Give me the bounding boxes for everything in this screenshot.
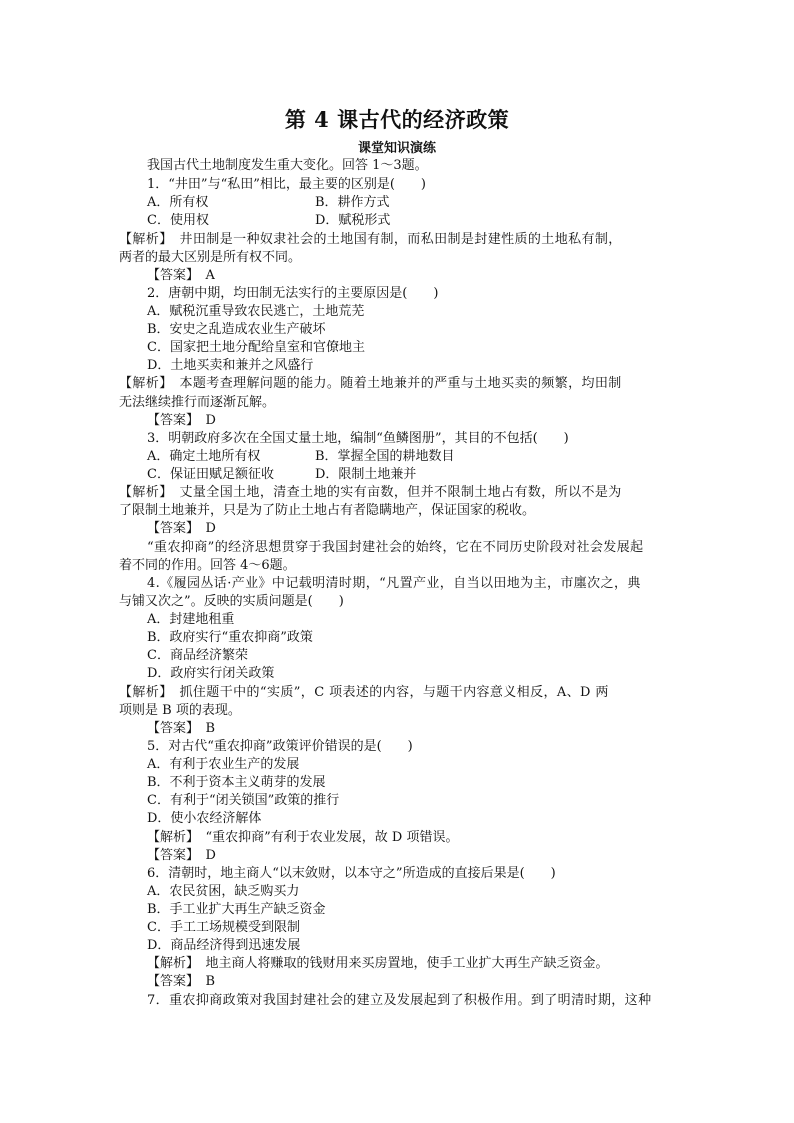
question-6: 6．清朝时，地主商人“以末敛财，以本守之”所造成的直接后果是( ) bbox=[147, 866, 556, 881]
option-a: A．农民贫困，缺乏购买力 bbox=[147, 884, 300, 899]
analysis-text: 【解析】 井田制是一种奴隶社会的土地国有制，而私田制是封建性质的土地私有制， bbox=[119, 232, 622, 247]
question-4: 与铺又次之”。反映的实质问题是( ) bbox=[119, 594, 344, 609]
option-c: C．手工工场规模受到限制 bbox=[147, 920, 300, 935]
option-a: A．所有权 bbox=[147, 195, 209, 210]
answer-text: 【答案】 D bbox=[147, 848, 216, 863]
option-d: D．土地买卖和兼并之风盛行 bbox=[147, 358, 314, 373]
answer-text: 【答案】 A bbox=[147, 268, 215, 283]
analysis-text: 【解析】 本题考查理解问题的能力。随着土地兼并的严重与土地买卖的频繁，均田制 bbox=[119, 376, 622, 391]
option-b: B．安史之乱造成农业生产破坏 bbox=[147, 322, 326, 337]
option-b: B．政府实行“重农抑商”政策 bbox=[147, 630, 313, 645]
analysis-text: 【解析】 抓住题干中的“实质”，C 项表述的内容，与题干内容意义相反，A、D 两 bbox=[119, 685, 609, 700]
option-a: A．封建地租重 bbox=[147, 612, 235, 627]
analysis-text: 无法继续推行而逐渐瓦解。 bbox=[119, 395, 276, 410]
option-d: D．使小农经济解体 bbox=[147, 811, 262, 826]
option-c: C．有利于“闭关锁国”政策的推行 bbox=[147, 793, 340, 808]
intro-text: 着不同的作用。回答 4～6题。 bbox=[119, 558, 296, 573]
analysis-text: 项则是 B 项的表现。 bbox=[119, 703, 241, 718]
answer-text: 【答案】 D bbox=[147, 413, 216, 428]
page-title: 第 4 课古代的经济政策 bbox=[284, 107, 510, 132]
question-5: 5．对古代“重农抑商”政策评价错误的是( ) bbox=[147, 739, 413, 754]
option-c: C．商品经济繁荣 bbox=[147, 648, 248, 663]
analysis-text: 【解析】 “重农抑商”有利于农业发展，故 D 项错误。 bbox=[147, 830, 459, 845]
option-d: D．商品经济得到迅速发展 bbox=[147, 938, 301, 953]
option-b: B．手工业扩大再生产缺乏资金 bbox=[147, 902, 326, 917]
option-b: B．掌握全国的耕地数目 bbox=[315, 449, 455, 464]
option-a: A．赋税沉重导致农民逃亡，土地荒芜 bbox=[147, 304, 365, 319]
intro-text: “重农抑商”的经济思想贯穿于我国封建社会的始终，它在不同历史阶段对社会发展起 bbox=[147, 540, 644, 555]
answer-text: 【答案】 B bbox=[147, 974, 216, 989]
analysis-text: 两者的最大区别是所有权不同。 bbox=[119, 250, 302, 265]
answer-text: 【答案】 D bbox=[147, 521, 216, 536]
option-a: A．确定土地所有权 bbox=[147, 449, 261, 464]
analysis-text: 【解析】 地主商人将赚取的钱财用来买房置地，使手工业扩大再生产缺乏资金。 bbox=[147, 956, 609, 971]
question-1: 1．“井田”与“私田”相比，最主要的区别是( ) bbox=[147, 177, 426, 192]
option-c: C．国家把土地分配给皇室和官僚地主 bbox=[147, 340, 365, 355]
option-c: C．使用权 bbox=[147, 213, 209, 228]
question-4: 4.《履园丛话·产业》中记载明清时期，“凡置产业，自当以田地为主，市廛次之，典 bbox=[147, 576, 641, 591]
question-3: 3．明朝政府多次在全国丈量土地，编制“鱼鳞图册”，其目的不包括( ) bbox=[147, 431, 569, 446]
answer-text: 【答案】 B bbox=[147, 721, 216, 736]
option-a: A．有利于农业生产的发展 bbox=[147, 757, 300, 772]
intro-text: 我国古代土地制度发生重大变化。回答 1～3题。 bbox=[147, 158, 428, 173]
analysis-text: 了限制土地兼并，只是为了防止土地占有者隐瞒地产，保证国家的税收。 bbox=[119, 503, 536, 518]
option-b: B．不利于资本主义萌芽的发展 bbox=[147, 775, 326, 790]
section-heading: 课堂知识演练 bbox=[357, 141, 436, 156]
option-b: B．耕作方式 bbox=[315, 195, 390, 210]
option-d: D．限制土地兼并 bbox=[315, 467, 417, 482]
option-d: D．赋税形式 bbox=[315, 213, 391, 228]
option-c: C．保证田赋足额征收 bbox=[147, 467, 274, 482]
option-d: D．政府实行闭关政策 bbox=[147, 666, 275, 681]
question-2: 2．唐朝中期，均田制无法实行的主要原因是( ) bbox=[147, 286, 439, 301]
analysis-text: 【解析】 丈量全国土地，清查土地的实有亩数，但并不限制土地占有数，所以不是为 bbox=[119, 485, 622, 500]
question-7: 7．重农抑商政策对我国封建社会的建立及发展起到了积极作用。到了明清时期，这种 bbox=[147, 993, 652, 1008]
